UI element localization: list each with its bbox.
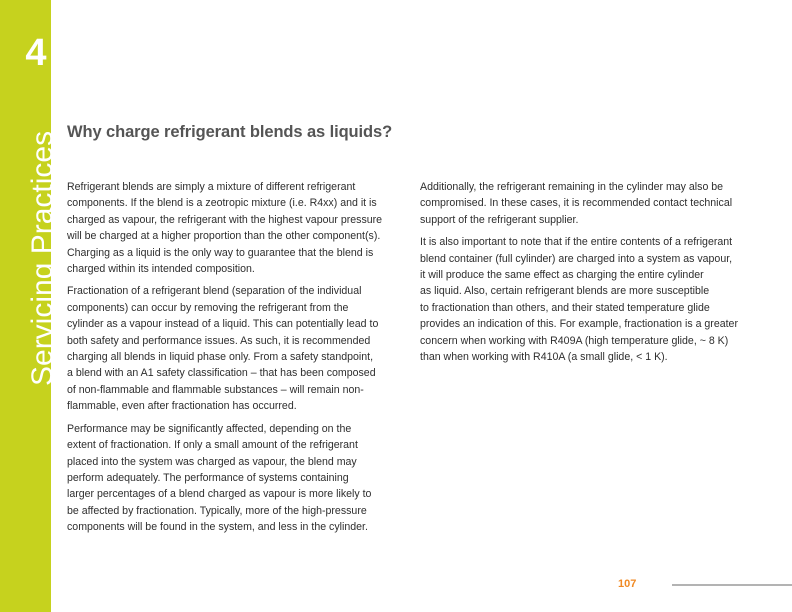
text-line: will be charged at a higher proportion than the other component(s). xyxy=(67,230,381,243)
text-line: than when working with R410A (a small glide, < 1 K). xyxy=(420,351,668,364)
paragraph xyxy=(67,179,402,277)
text-line: perform adequately. The performance of systems containing xyxy=(67,471,349,484)
text-line: charged as vapour, the refrigerant with the highest vapour pressure xyxy=(67,213,383,226)
text-line: charging all blends in liquid phase only. From a safety standpoint, xyxy=(67,351,374,364)
text-line: components. If the blend is a zeotropic mixture (i.e. R4xx) and it is xyxy=(67,197,377,210)
text-line: components) can occur by removing the refrigerant from the xyxy=(67,301,349,314)
text-line: components will be found in the system, and less in the cylinder. xyxy=(67,521,368,534)
left-column xyxy=(67,179,402,542)
text-line: Performance may be significantly affected, depending on the xyxy=(67,422,352,435)
page-number: 107 xyxy=(618,578,637,590)
paragraph xyxy=(420,234,755,365)
right-column xyxy=(420,179,755,371)
text-line: extent of fractionation. If only a small amount of the refrigerant xyxy=(67,439,358,452)
text-line: cylinder as a vapour instead of a liquid. This can potentially lead to xyxy=(67,318,379,331)
text-line: concern when working with R409A (high temperature glide, ~ 8 K) xyxy=(420,334,729,347)
text-line: it will produce the same effect as charging the entire cylinder xyxy=(420,269,704,282)
text-line: Charging as a liquid is the only way to guarantee that the blend is xyxy=(67,246,374,259)
text-line: both safety and performance issues. As such, it is recommended xyxy=(67,334,371,347)
chapter-number: 4 xyxy=(25,32,47,74)
text-line: a blend with an A1 safety classification – that has been composed xyxy=(67,367,376,380)
text-line: provides an indication of this. For example, fractionation is a greater xyxy=(420,318,738,331)
text-line: Fractionation of a refrigerant blend (separation of the individual xyxy=(67,285,362,298)
text-line: blend container (full cylinder) are charged into a system as vapour, xyxy=(420,252,733,265)
text-line: flammable, even after fractionation has occurred. xyxy=(67,400,297,413)
text-line: support of the refrigerant supplier. xyxy=(420,213,579,226)
text-line: to fractionation than others, and their stated temperature glide xyxy=(420,301,710,314)
text-line: of non-flammable and flammable substances – will remain non- xyxy=(67,383,364,396)
text-line: compromised. In these cases, it is recommended contact technical xyxy=(420,197,733,210)
text-line: It is also important to note that if the entire contents of a refrigerant xyxy=(420,236,733,249)
text-line: larger percentages of a blend charged as vapour is more likely to xyxy=(67,488,372,501)
text-line: as liquid. Also, certain refrigerant blends are more susceptible xyxy=(420,285,710,298)
text-line: charged within its intended composition. xyxy=(67,263,255,276)
footer-rule xyxy=(672,584,792,586)
paragraph xyxy=(67,283,402,414)
text-line: placed into the system was charged as vapour, the blend may xyxy=(67,455,357,468)
page-heading: Why charge refrigerant blends as liquids? xyxy=(67,123,393,141)
paragraph xyxy=(420,179,755,228)
text-line: be affected by fractionation. Typically, more of the high-pressure xyxy=(67,504,367,517)
text-line: Additionally, the refrigerant remaining in the cylinder may also be xyxy=(420,181,724,193)
chapter-title: Servicing Practices xyxy=(26,130,59,386)
paragraph xyxy=(67,421,402,536)
text-line: Refrigerant blends are simply a mixture of different refrigerant xyxy=(67,181,356,193)
